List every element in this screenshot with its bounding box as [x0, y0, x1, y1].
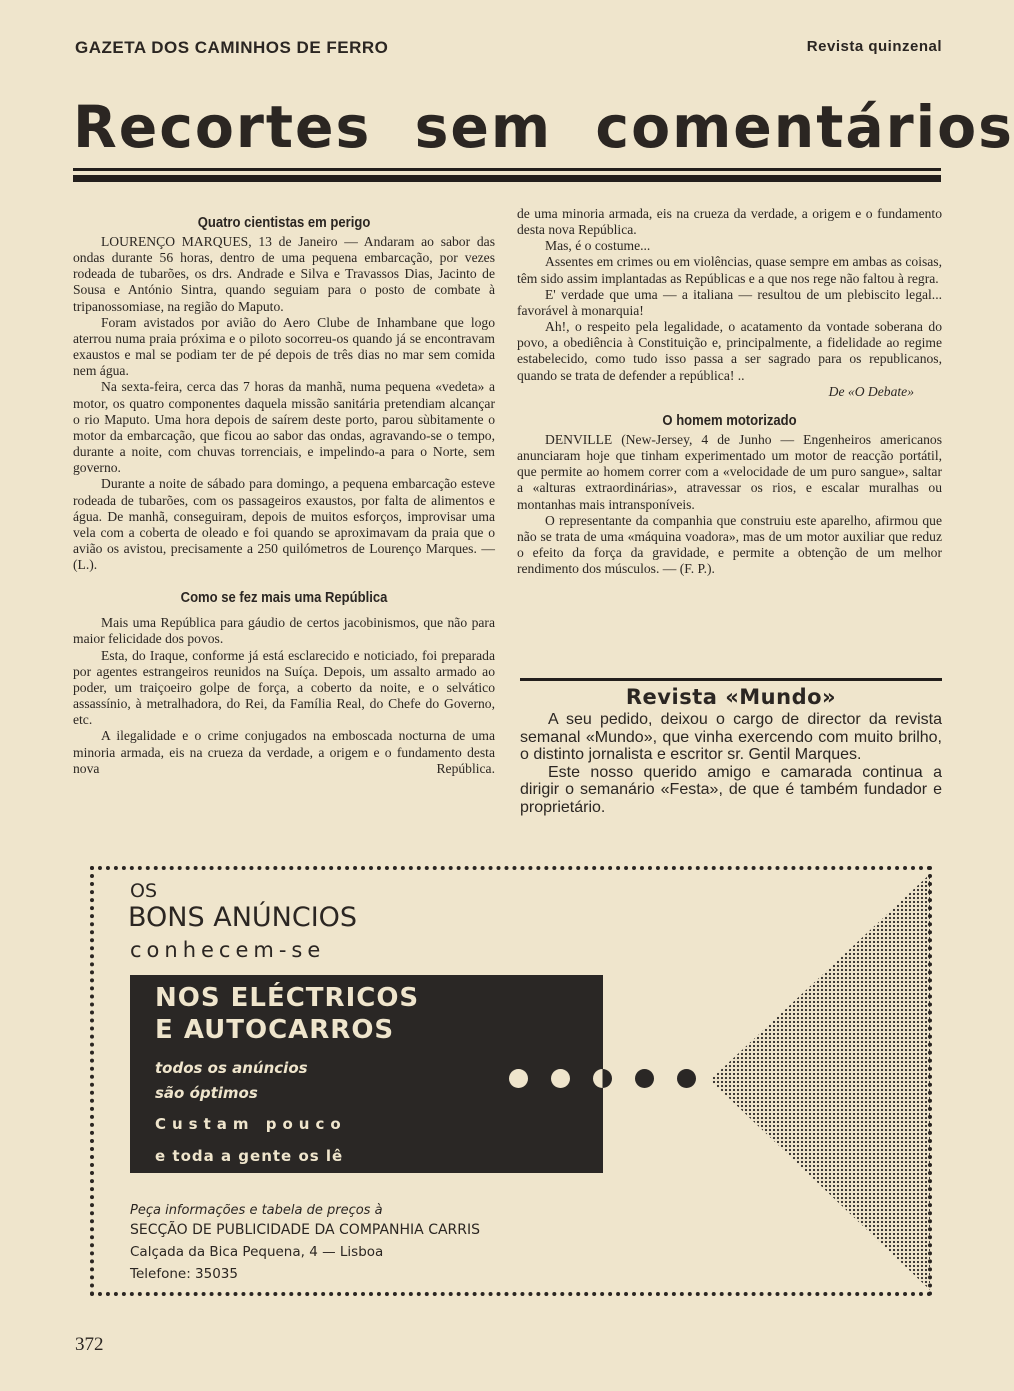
paragraph: Na sexta-feira, cerca das 7 horas da manhã, numa pequena «vedeta» a motor, os quatro componentes daquela missão sanitária pretendiam alcançar o rio Maputo. Uma hora depois de saírem deste porto, parou sùbitamente o motor da embarcação, que ficou ao sabor das ondas, agravando-se o tempo, durante a noite, com chuvas torrenciais, e impelindo-a para o Norte, sem governo.	[73, 379, 495, 476]
advert-line: OS	[130, 880, 158, 902]
advert-dark-box	[130, 975, 603, 1173]
paragraph: Ah!, o respeito pela legalidade, o acatamento da vontade soberana do povo, a obediência à Constituição e, principalmente, a fidelidade ao regime estabelecido, como tudo isso passa a ser sagrado para os republicanos, quando se trata de defender a república! ..	[517, 319, 942, 383]
advert-headline: BONS ANÚNCIOS	[128, 902, 358, 933]
advert-company: SECÇÃO DE PUBLICIDADE DA COMPANHIA CARRIS	[130, 1222, 481, 1238]
advert-box-headline: E AUTOCARROS	[155, 1015, 395, 1045]
article-title: Quatro cientistas em perigo	[197, 215, 371, 231]
article-title: Revista «Mundo»	[625, 685, 837, 709]
advert-address: Calçada da Bica Pequena, 4 — Lisboa	[130, 1244, 384, 1260]
paragraph: Mas, é o costume...	[545, 238, 651, 254]
paragraph: Durante a noite de sábado para domingo, a pequena embarcação esteve rodeada de tubarões, com os passageiros exaustos, por falta de alimentos e água. De manhã, conseguiram, depois de muitos esforços, improvisar uma vela com a coberta de oleado e foi quando se aproximavam da praia que o avião os avistou, precisamente a 250 quilómetros de Lourenço Marques. — (L.).	[73, 476, 495, 573]
article-title: Como se fez mais uma República	[180, 590, 388, 607]
title-rule-thin	[73, 168, 941, 171]
paragraph: Mais uma República para gáudio de certos jacobinismos, que não para maior felicidade dos povos.	[73, 615, 495, 647]
advert-box-line: são óptimos	[155, 1084, 258, 1102]
page-number: 372	[75, 1334, 104, 1355]
paragraph: Este nosso querido amigo e camarada continua a dirigir o semanário «Festa», de que é também fundador e proprietário.	[520, 763, 942, 816]
paragraph: Foram avistados por avião do Aero Clube de Inhambane que logo aterrou numa praia próxima e o piloto socorreu-os quando já se encontravam exaustos e mal se podiam ter de pé depois de três dias no mar sem comida nem água.	[73, 314, 495, 379]
paragraph: A seu pedido, deixou o cargo de director da revista semanal «Mundo», que vinha exercendo com muito brilho, o distinto jornalista e escritor sr. Gentil Marques.	[520, 711, 942, 763]
paragraph: Assentes em crimes ou em violências, quase sempre em ambas as coisas, têm sido assim implantadas as Repúblicas e a que nos rege não faltou à regra.	[517, 254, 942, 286]
mundo-article	[520, 683, 942, 816]
advert-phone: Telefone: 35035	[130, 1266, 238, 1282]
article-source: De «O Debate»	[828, 383, 914, 399]
page-title: Recortes sem comentários	[73, 93, 1014, 161]
advert-box-line: Custam pouco	[155, 1115, 347, 1133]
paragraph: LOURENÇO MARQUES, 13 de Janeiro — Andaram ao sabor das ondas durante 56 horas, dentro de uma pequena embarcação, por vezes rodeada de tubarões, os drs. Andrade e Silva e Travassos Dias, Jacinto de Sousa e António Sintra, quando seguiam para o posto de combate à tripanossomiase, na região do Maputo.	[73, 234, 495, 314]
paragraph-continued: de uma minoria armada, eis na crueza da verdade, a origem e o fundamento desta nova República.	[517, 206, 942, 238]
advert-line: conhecem-se	[130, 938, 326, 962]
halftone-triangle	[700, 872, 932, 1292]
publication-frequency: Revista quinzenal	[806, 38, 942, 55]
paragraph: A ilegalidade e o crime conjugados na emboscada nocturna de uma minoria armada, eis na crueza da verdade, a origem e o fundamento desta nova República.	[73, 728, 495, 776]
dot-icon	[509, 1069, 528, 1088]
advert-box-line: todos os anúncios	[155, 1059, 308, 1077]
left-column	[73, 212, 495, 776]
dot-icon	[677, 1069, 696, 1088]
title-rule-thick	[73, 175, 941, 182]
article-title: O homem motorizado	[662, 412, 797, 429]
dot-icon	[593, 1069, 612, 1088]
paragraph: DENVILLE (New-Jersey, 4 de Junho — Engenheiros americanos anunciaram hoje que tinham experimentado um motor de reacção portátil, que permite ao homem correr com a «velocidade de um puro sangue», saltar a «alturas extraordinárias», atravessar os rios, e escalar muralhas ou montanhas mais intransponíveis.	[517, 431, 942, 512]
advert-info: Peça informações e tabela de preços à	[130, 1203, 383, 1218]
dot-icon	[551, 1069, 570, 1088]
paragraph: E' verdade que uma — a italiana — resultou de um plebiscito legal... favorável à monarquia!	[517, 286, 942, 318]
section-rule	[520, 678, 942, 681]
right-column	[517, 206, 942, 577]
advert-box-line: e toda a gente os lê	[155, 1147, 344, 1165]
advert-box-headline: NOS ELÉCTRICOS	[155, 983, 420, 1013]
publication-name: GAZETA DOS CAMINHOS DE FERRO	[75, 38, 389, 57]
dot-icon	[635, 1069, 654, 1088]
paragraph: Esta, do Iraque, conforme já está esclarecido e noticiado, foi preparada por agentes estrangeiros reunidos na Suíça. Depois, um assalto armado ao poder, um traiçoeiro golpe de força, a coberto da noite, e o selvático assassínio, à metralhadora, do Rei, da Família Real, do Chefe do Governo, etc.	[73, 647, 495, 728]
paragraph: O representante da companhia que construiu este aparelho, afirmou que não se trata de uma «máquina voadora», mas de um motor auxiliar que reduz o efeito da força da gravidade, e permite a obtenção de um melhor rendimento dos músculos. — (F. P.).	[517, 512, 942, 577]
